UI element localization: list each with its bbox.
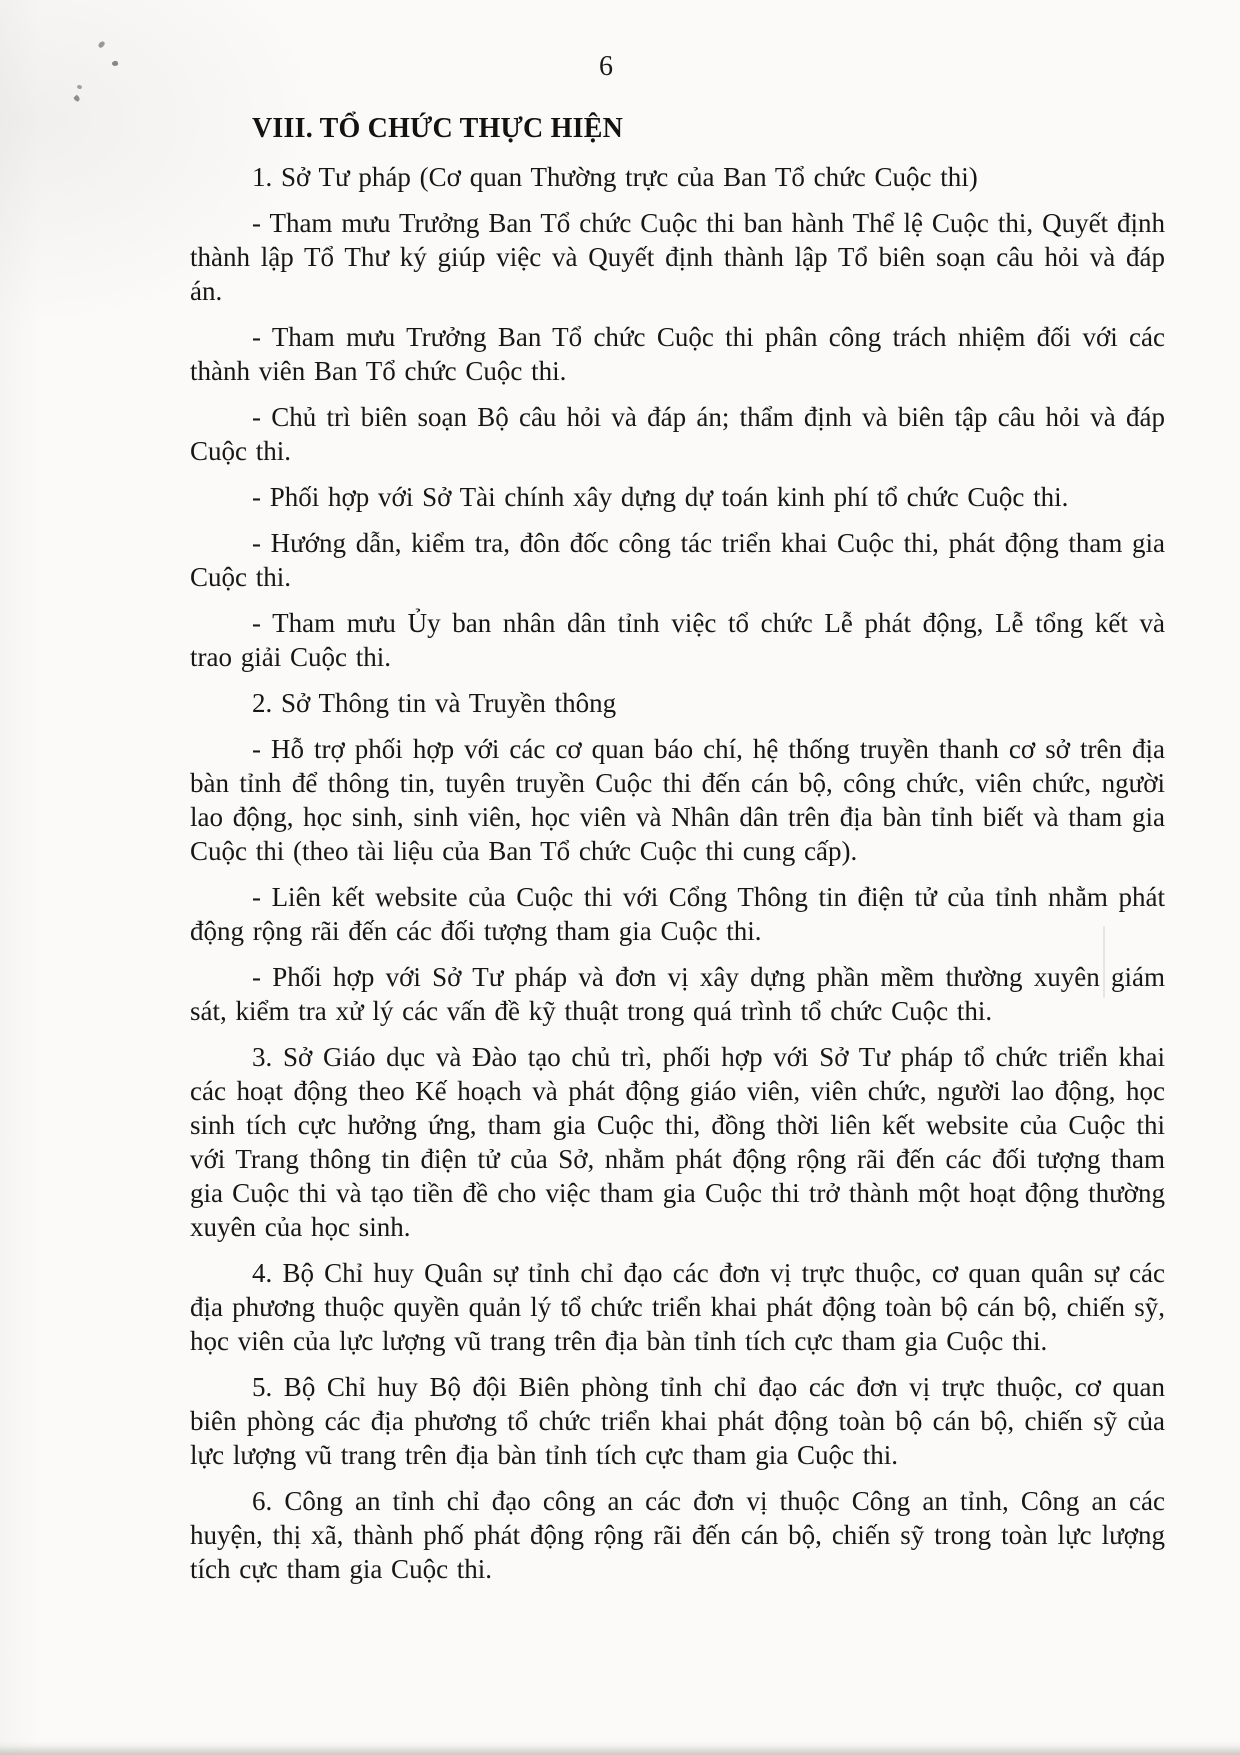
paragraph: - Tham mưu Trưởng Ban Tổ chức Cuộc thi phân công trách nhiệm đối với các thành viên Ban Tổ chức Cuộc thi.	[190, 322, 1165, 386]
paragraph: - Tham mưu Ủy ban nhân dân tỉnh việc tổ chức Lễ phát động, Lễ tổng kết và trao giải Cuộc thi.	[190, 608, 1165, 672]
scan-edge-shadow	[0, 1746, 1240, 1755]
paragraph-list	[190, 160, 1165, 1586]
scan-speckle	[97, 40, 105, 49]
paragraph: - Liên kết website của Cuộc thi với Cổng Thông tin điện tử của tỉnh nhằm phát động rộng rãi đến các đối tượng tham gia Cuộc thi.	[190, 882, 1165, 946]
paragraph: - Hướng dẫn, kiểm tra, đôn đốc công tác triển khai Cuộc thi, phát động tham gia Cuộc thi.	[190, 528, 1165, 592]
page-number: 6	[599, 51, 613, 82]
paragraph: - Tham mưu Trưởng Ban Tổ chức Cuộc thi ban hành Thể lệ Cuộc thi, Quyết định thành lập Tổ Thư ký giúp việc và Quyết định thành lập Tổ biên soạn câu hỏi và đáp án.	[190, 208, 1165, 306]
paragraph: - Phối hợp với Sở Tài chính xây dựng dự toán kinh phí tổ chức Cuộc thi.	[252, 482, 1069, 512]
scan-speckle	[77, 84, 83, 89]
paragraph: 6. Công an tỉnh chỉ đạo công an các đơn vị thuộc Công an tỉnh, Công an các huyện, thị xã, thành phố phát động rộng rãi đến cán bộ, chiến sỹ trong toàn lực lượng tích cực tham gia Cuộc thi.	[190, 1486, 1165, 1584]
paragraph: 5. Bộ Chỉ huy Bộ đội Biên phòng tỉnh chỉ đạo các đơn vị trực thuộc, cơ quan biên phòng các địa phương tổ chức triển khai phát động toàn bộ cán bộ, chiến sỹ của lực lượng vũ trang trên địa bàn tỉnh tích cực tham gia Cuộc thi.	[190, 1372, 1165, 1470]
paragraph: - Hỗ trợ phối hợp với các cơ quan báo chí, hệ thống truyền thanh cơ sở trên địa bàn tỉnh để thông tin, tuyên truyền Cuộc thi đến cán bộ, công chức, viên chức, người lao động, học sinh, sinh viên, học viên và Nhân dân trên địa bàn tỉnh biết và tham gia Cuộc thi (theo tài liệu của Ban Tổ chức Cuộc thi cung cấp).	[190, 734, 1165, 866]
paragraph: - Chủ trì biên soạn Bộ câu hỏi và đáp án; thẩm định và biên tập câu hỏi và đáp Cuộc thi.	[190, 402, 1165, 466]
scan-speckle	[73, 95, 81, 103]
paragraph: 3. Sở Giáo dục và Đào tạo chủ trì, phối hợp với Sở Tư pháp tổ chức triển khai các hoạt động theo Kế hoạch và phát động giáo viên, viên chức, người lao động, học sinh tích cực hưởng ứng, tham gia Cuộc thi, đồng thời liên kết website của Cuộc thi với Trang thông tin điện tử của Sở, nhằm phát động rộng rãi đến các đối tượng tham gia Cuộc thi và tạo tiền đề cho việc tham gia Cuộc thi trở thành một hoạt động thường xuyên của học sinh.	[190, 1042, 1165, 1242]
document-body	[190, 110, 1165, 1598]
paragraph: - Phối hợp với Sở Tư pháp và đơn vị xây dựng phần mềm thường xuyên giám sát, kiểm tra xử lý các vấn đề kỹ thuật trong quá trình tổ chức Cuộc thi.	[190, 962, 1165, 1026]
paragraph: 2. Sở Thông tin và Truyền thông	[252, 688, 617, 718]
paragraph: 1. Sở Tư pháp (Cơ quan Thường trực của Ban Tổ chức Cuộc thi)	[252, 162, 978, 192]
section-heading: VIII. TỔ CHỨC THỰC HIỆN	[252, 113, 623, 144]
paragraph: 4. Bộ Chỉ huy Quân sự tỉnh chỉ đạo các đơn vị trực thuộc, cơ quan quân sự các địa phương thuộc quyền quản lý tổ chức triển khai phát động toàn bộ cán bộ, chiến sỹ, học viên của lực lượng vũ trang trên địa bàn tỉnh tích cực tham gia Cuộc thi.	[190, 1258, 1165, 1356]
